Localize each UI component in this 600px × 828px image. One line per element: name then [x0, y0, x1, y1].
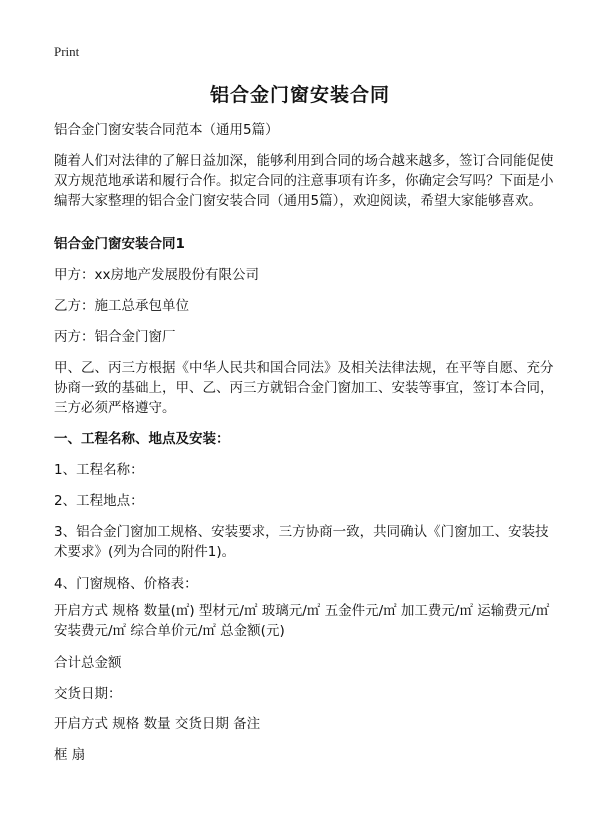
- document-title: 铝合金门窗安装合同: [209, 84, 390, 106]
- clause-item-specs: 3、铝合金门窗加工规格、安装要求，三方协商一致，共同确认《门窗加工、安装技术要求》(列为合同的附件1)。: [54, 524, 549, 560]
- clause-heading: 一、工程名称、地点及安装：: [54, 431, 230, 447]
- clause-item-price-table: 4、门窗规格、价格表：: [54, 576, 198, 592]
- frame-sash-row: 框 扇: [54, 747, 86, 763]
- delivery-date-label: 交货日期：: [54, 686, 122, 702]
- party-a: 甲方：xx房地产发展股份有限公司: [54, 267, 259, 283]
- terms-paragraph: 甲、乙、丙三方根据《中华人民共和国合同法》及相关法律法规，在平等自愿、充分协商一致的基础上，甲、乙、丙三方就铝合金门窗加工、安装等事宜，签订本合同，三方必须严格遵守。: [54, 360, 554, 416]
- intro-paragraph: 随着人们对法律的了解日益加深，能够利用到合同的场合越来越多，签订合同能促使双方规范地承诺和履行合作。拟定合同的注意事项有许多，你确定会写吗？下面是小编帮大家整理的铝合金门窗安装合同（通用5篇），欢迎阅读，希望大家能够喜欢。: [54, 153, 554, 209]
- section-heading: 铝合金门窗安装合同1: [54, 236, 185, 252]
- document-subtitle: 铝合金门窗安装合同范本（通用5篇）: [54, 122, 279, 138]
- party-c: 丙方：铝合金门窗厂: [54, 329, 176, 345]
- price-table-header: 开启方式 规格 数量(㎡) 型材元/㎡ 玻璃元/㎡ 五金件元/㎡ 加工费元/㎡ 运输费元/㎡ 安装费元/㎡ 综合单价元/㎡ 总金额(元): [54, 603, 550, 639]
- clause-item-project-location: 2、工程地点：: [54, 493, 144, 509]
- schedule-table-header: 开启方式 规格 数量 交货日期 备注: [54, 716, 261, 732]
- total-amount-label: 合计总金额: [54, 655, 122, 671]
- party-b: 乙方：施工总承包单位: [54, 298, 189, 314]
- print-label: Print: [54, 44, 80, 59]
- clause-item-project-name: 1、工程名称：: [54, 462, 144, 478]
